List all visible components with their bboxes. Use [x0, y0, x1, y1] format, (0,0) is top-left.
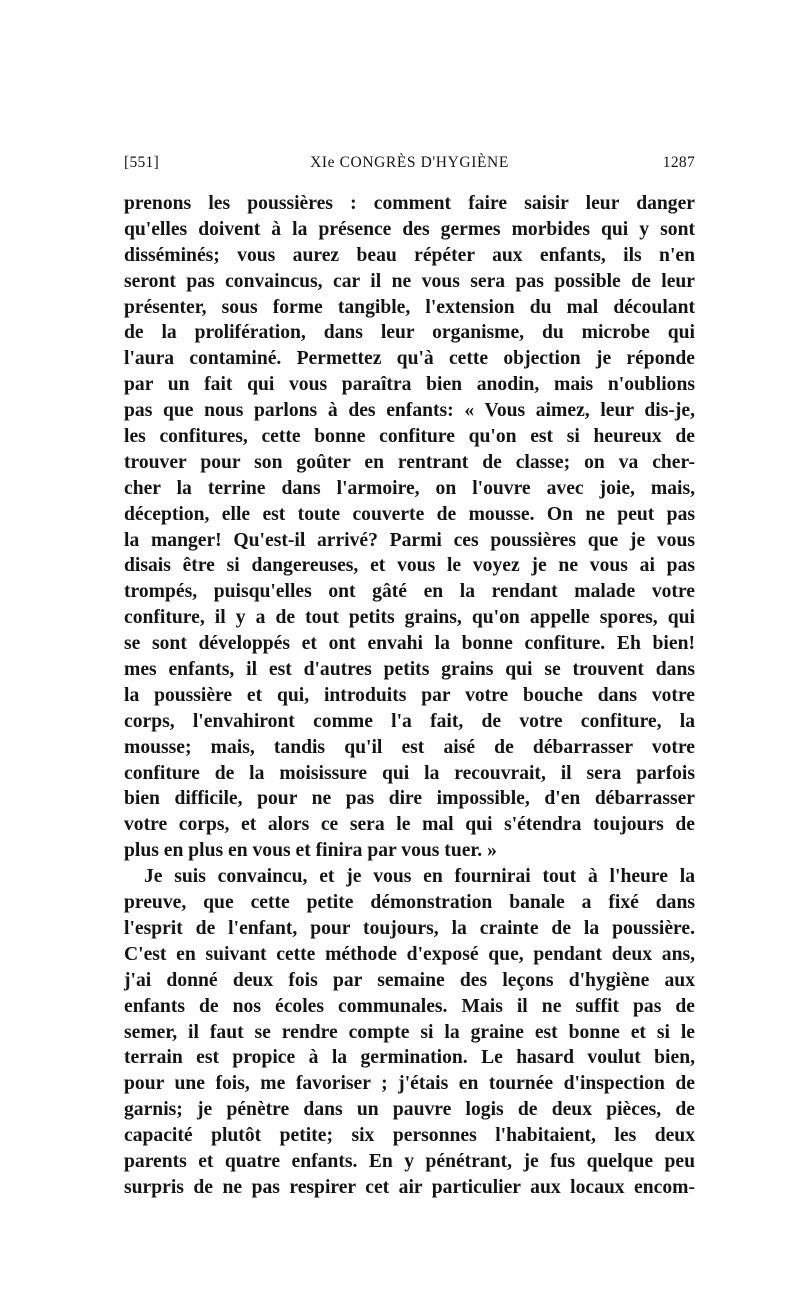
text-line: enfants de nos écoles communales. Mais il ne suffit pas de: [124, 995, 695, 1017]
text-line: C'est en suivant cette méthode d'exposé que, pendant deux ans,: [124, 943, 695, 965]
text-line: terrain est propice à la germination. Le hasard voulut bien,: [124, 1047, 695, 1069]
text-line: l'aura contaminé. Permettez qu'à cette objection je réponde: [124, 348, 695, 370]
text-line: semer, il faut se rendre compte si la graine est bonne et si le: [124, 1021, 695, 1043]
text-line: parents et quatre enfants. En y pénétrant, je fus quelque peu: [124, 1150, 695, 1172]
text-line: preuve, que cette petite démonstration banale a fixé dans: [124, 892, 695, 914]
text-line: bien difficile, pour ne pas dire impossible, d'en débarrasser: [124, 788, 695, 810]
text-line: par un fait qui vous paraîtra bien anodin, mais n'oublions: [124, 374, 695, 396]
text-line: corps, l'envahiront comme l'a fait, de votre confiture, la: [124, 710, 695, 732]
page-number: 1287: [662, 154, 695, 171]
text-line: trompés, puisqu'elles ont gâté en la rendant malade votre: [124, 581, 695, 603]
paragraph-start-line: Je suis convaincu, et je vous en fournirai tout à l'heure la: [144, 866, 695, 888]
text-line: garnis; je pénètre dans un pauvre logis de deux pièces, de: [124, 1099, 695, 1121]
text-line: de la prolifération, dans leur organisme, du microbe qui: [124, 322, 695, 344]
running-title: XIe CONGRÈS D'HYGIÈNE: [310, 154, 509, 171]
running-header: [124, 150, 695, 176]
text-line: les confitures, cette bonne confiture qu'on est si heureux de: [124, 426, 695, 448]
book-page: [124, 150, 695, 1201]
text-line: disais être si dangereuses, et vous le voyez je ne vous ai pas: [124, 555, 695, 577]
page-reference: [551]: [124, 154, 160, 171]
text-line: surpris de ne pas respirer cet air particulier aux locaux encom-: [124, 1176, 695, 1198]
text-line: seront pas convaincus, car il ne vous sera pas possible de leur: [124, 270, 695, 292]
text-line: disséminés; vous aurez beau répéter aux enfants, ils n'en: [124, 244, 695, 266]
text-line: se sont développés et ont envahi la bonne confiture. Eh bien!: [124, 633, 695, 655]
text-line: confiture de la moisissure qui la recouvrait, il sera parfois: [124, 762, 695, 784]
paragraph-end-line: plus en plus en vous et finira par vous tuer. »: [124, 840, 497, 862]
text-line: cher la terrine dans l'armoire, on l'ouvre avec joie, mais,: [124, 477, 695, 499]
text-line: trouver pour son goûter en rentrant de classe; on va cher-: [124, 451, 695, 473]
text-line: présenter, sous forme tangible, l'extension du mal découlant: [124, 296, 695, 318]
text-line: pour une fois, me favoriser ; j'étais en tournée d'inspection de: [124, 1073, 695, 1095]
text-line: prenons les poussières : comment faire saisir leur danger: [124, 193, 695, 214]
text-line: qu'elles doivent à la présence des germes morbides qui y sont: [124, 218, 695, 240]
text-line: la poussière et qui, introduits par votre bouche dans votre: [124, 684, 695, 706]
text-line: capacité plutôt petite; six personnes l'habitaient, les deux: [124, 1125, 695, 1147]
text-line: l'esprit de l'enfant, pour toujours, la crainte de la poussière.: [124, 917, 695, 939]
text-line: pas que nous parlons à des enfants: « Vous aimez, leur dis-je,: [124, 400, 695, 422]
body-text: [124, 191, 695, 1201]
text-line: confiture, il y a de tout petits grains, qu'on appelle spores, qui: [124, 607, 695, 629]
text-line: mes enfants, il est d'autres petits grains qui se trouvent dans: [124, 659, 695, 681]
text-line: la manger! Qu'est-il arrivé? Parmi ces poussières que je vous: [124, 529, 695, 551]
text-line: votre corps, et alors ce sera le mal qui s'étendra toujours de: [124, 814, 695, 836]
text-line: j'ai donné deux fois par semaine des leçons d'hygiène aux: [124, 969, 695, 991]
text-line: déception, elle est toute couverte de mousse. On ne peut pas: [124, 503, 695, 525]
text-line: mousse; mais, tandis qu'il est aisé de débarrasser votre: [124, 736, 695, 758]
